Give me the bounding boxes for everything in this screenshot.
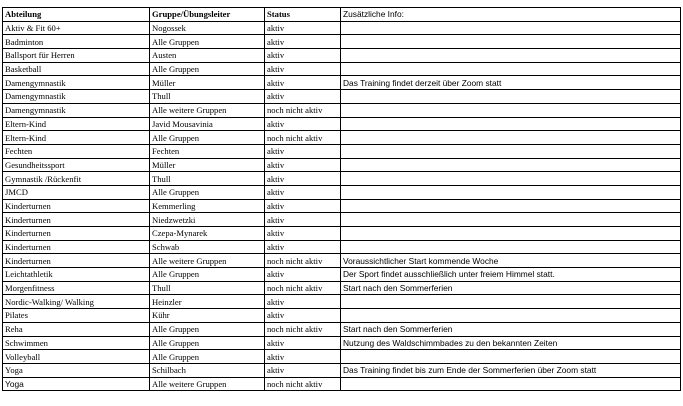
cell-gruppe: Schilbach	[150, 363, 265, 377]
cell-status: aktiv	[265, 62, 341, 76]
cell-gruppe: Kühr	[150, 309, 265, 323]
cell-gruppe: Alle Gruppen	[150, 131, 265, 145]
cell-abteilung: Eltern-Kind	[3, 131, 150, 145]
cell-info	[341, 309, 681, 323]
table-row	[3, 185, 681, 199]
cell-gruppe: Müller	[150, 158, 265, 172]
cell-status: noch nicht aktiv	[265, 103, 341, 117]
cell-gruppe: Alle weitere Gruppen	[150, 377, 265, 391]
cell-info: Start nach den Sommerferien	[341, 322, 681, 336]
table-row	[3, 35, 681, 49]
table-row	[3, 199, 681, 213]
table-row	[3, 377, 681, 391]
cell-abteilung: Leichtathletik	[3, 268, 150, 282]
cell-abteilung: Kinderturnen	[3, 240, 150, 254]
cell-status: aktiv	[265, 172, 341, 186]
table-row	[3, 254, 681, 268]
header-row	[3, 8, 681, 22]
cell-info	[341, 199, 681, 213]
cell-status: aktiv	[265, 158, 341, 172]
cell-abteilung: Damengymnastik	[3, 76, 150, 90]
cell-gruppe: Alle Gruppen	[150, 336, 265, 350]
cell-gruppe: Heinzler	[150, 295, 265, 309]
cell-info	[341, 227, 681, 241]
cell-info	[341, 377, 681, 391]
table-row	[3, 103, 681, 117]
cell-status: aktiv	[265, 21, 341, 35]
cell-status: aktiv	[265, 49, 341, 63]
table-row	[3, 240, 681, 254]
table-row	[3, 76, 681, 90]
cell-gruppe: Thull	[150, 90, 265, 104]
header-info: Zusätzliche Info:	[341, 8, 681, 22]
cell-abteilung: JMCD	[3, 185, 150, 199]
cell-info	[341, 90, 681, 104]
table-row	[3, 90, 681, 104]
table-row	[3, 350, 681, 364]
table-row	[3, 268, 681, 282]
cell-gruppe: Kemmerling	[150, 199, 265, 213]
cell-status: aktiv	[265, 185, 341, 199]
cell-status: aktiv	[265, 295, 341, 309]
table-row	[3, 62, 681, 76]
cell-status: aktiv	[265, 240, 341, 254]
cell-info	[341, 49, 681, 63]
cell-gruppe: Alle weitere Gruppen	[150, 103, 265, 117]
cell-abteilung: Yoga	[3, 377, 150, 391]
cell-info	[341, 144, 681, 158]
cell-info: Der Sport findet ausschließlich unter freiem Himmel statt.	[341, 268, 681, 282]
cell-abteilung: Gesundheitssport	[3, 158, 150, 172]
cell-info: Nutzung des Waldschimmbades zu den bekannten Zeiten	[341, 336, 681, 350]
table-row	[3, 131, 681, 145]
cell-gruppe: Alle Gruppen	[150, 268, 265, 282]
table-body	[3, 21, 681, 391]
cell-info	[341, 35, 681, 49]
cell-abteilung: Basketball	[3, 62, 150, 76]
cell-abteilung: Fechten	[3, 144, 150, 158]
cell-gruppe: Schwab	[150, 240, 265, 254]
cell-gruppe: Alle Gruppen	[150, 350, 265, 364]
cell-info: Start nach den Sommerferien	[341, 281, 681, 295]
cell-info	[341, 172, 681, 186]
cell-status: aktiv	[265, 90, 341, 104]
cell-status: aktiv	[265, 199, 341, 213]
cell-abteilung: Ballsport für Herren	[3, 49, 150, 63]
cell-info	[341, 350, 681, 364]
table-row	[3, 281, 681, 295]
cell-info	[341, 117, 681, 131]
cell-abteilung: Badminton	[3, 35, 150, 49]
table-row	[3, 363, 681, 377]
table-row	[3, 172, 681, 186]
cell-abteilung: Morgenfitness	[3, 281, 150, 295]
cell-abteilung: Reha	[3, 322, 150, 336]
cell-info	[341, 62, 681, 76]
cell-abteilung: Yoga	[3, 363, 150, 377]
table-row	[3, 322, 681, 336]
table-row	[3, 227, 681, 241]
cell-abteilung: Gymnastik /Rückenfit	[3, 172, 150, 186]
cell-abteilung: Kinderturnen	[3, 227, 150, 241]
cell-abteilung: Eltern-Kind	[3, 117, 150, 131]
cell-status: aktiv	[265, 309, 341, 323]
cell-info	[341, 295, 681, 309]
cell-abteilung: Kinderturnen	[3, 199, 150, 213]
cell-gruppe: Czepa-Mynarek	[150, 227, 265, 241]
cell-abteilung: Damengymnastik	[3, 90, 150, 104]
cell-status: aktiv	[265, 268, 341, 282]
cell-gruppe: Nogossek	[150, 21, 265, 35]
cell-status: aktiv	[265, 336, 341, 350]
cell-abteilung: Kinderturnen	[3, 213, 150, 227]
cell-gruppe: Niedzwetzki	[150, 213, 265, 227]
sports-status-table	[2, 7, 681, 391]
cell-gruppe: Thull	[150, 172, 265, 186]
cell-status: noch nicht aktiv	[265, 322, 341, 336]
cell-info	[341, 103, 681, 117]
cell-status: aktiv	[265, 117, 341, 131]
cell-gruppe: Thull	[150, 281, 265, 295]
cell-status: aktiv	[265, 144, 341, 158]
cell-info: Das Training findet derzeit über Zoom statt	[341, 76, 681, 90]
table-row	[3, 117, 681, 131]
cell-abteilung: Volleyball	[3, 350, 150, 364]
cell-info: Das Training findet bis zum Ende der Sommerferien über Zoom statt	[341, 363, 681, 377]
cell-status: aktiv	[265, 35, 341, 49]
cell-status: aktiv	[265, 227, 341, 241]
header-gruppe: Gruppe/Übungsleiter	[150, 8, 265, 22]
cell-info: Voraussichtlicher Start kommende Woche	[341, 254, 681, 268]
header-abteilung: Abteilung	[3, 8, 150, 22]
cell-gruppe: Alle Gruppen	[150, 185, 265, 199]
table-row	[3, 158, 681, 172]
cell-info	[341, 131, 681, 145]
cell-status: noch nicht aktiv	[265, 131, 341, 145]
cell-gruppe: Fechten	[150, 144, 265, 158]
cell-abteilung: Pilates	[3, 309, 150, 323]
cell-status: aktiv	[265, 213, 341, 227]
cell-abteilung: Nordic-Walking/ Walking	[3, 295, 150, 309]
header-status: Status	[265, 8, 341, 22]
cell-status: noch nicht aktiv	[265, 254, 341, 268]
table-row	[3, 213, 681, 227]
cell-gruppe: Müller	[150, 76, 265, 90]
table-row	[3, 336, 681, 350]
table-row	[3, 309, 681, 323]
cell-status: noch nicht aktiv	[265, 377, 341, 391]
cell-info	[341, 240, 681, 254]
table-row	[3, 144, 681, 158]
cell-status: noch nicht aktiv	[265, 281, 341, 295]
cell-gruppe: Alle weitere Gruppen	[150, 254, 265, 268]
cell-gruppe: Alle Gruppen	[150, 35, 265, 49]
table-row	[3, 21, 681, 35]
cell-abteilung: Kinderturnen	[3, 254, 150, 268]
cell-status: aktiv	[265, 350, 341, 364]
cell-abteilung: Aktiv & Fit 60+	[3, 21, 150, 35]
table-row	[3, 49, 681, 63]
table-row	[3, 295, 681, 309]
cell-info	[341, 158, 681, 172]
cell-info	[341, 213, 681, 227]
cell-info	[341, 21, 681, 35]
cell-gruppe: Austen	[150, 49, 265, 63]
cell-abteilung: Schwimmen	[3, 336, 150, 350]
cell-status: aktiv	[265, 363, 341, 377]
cell-info	[341, 185, 681, 199]
cell-abteilung: Damengymnastik	[3, 103, 150, 117]
cell-status: aktiv	[265, 76, 341, 90]
cell-gruppe: Alle Gruppen	[150, 322, 265, 336]
cell-gruppe: Alle Gruppen	[150, 62, 265, 76]
cell-gruppe: Javid Mousavinia	[150, 117, 265, 131]
